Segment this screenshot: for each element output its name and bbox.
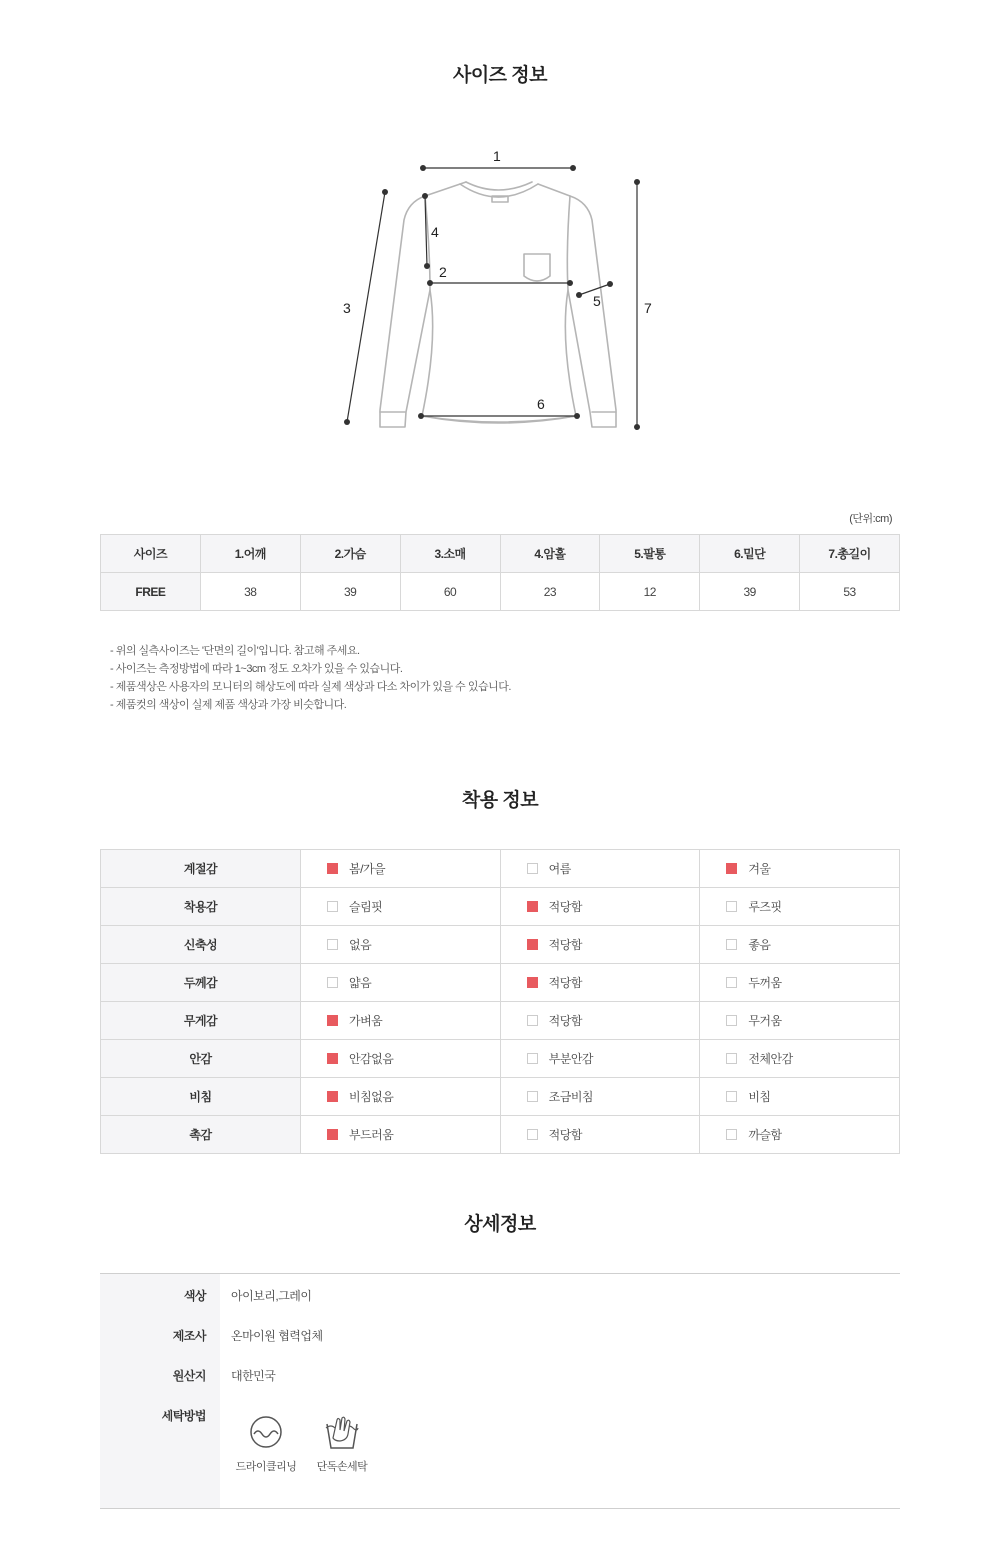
measure-number-1: 1: [493, 148, 501, 164]
size-header-cell: 5.팔통: [600, 535, 700, 573]
wear-info-option: [500, 926, 700, 964]
wear-info-label: 두께감: [101, 964, 301, 1002]
unchecked-box-icon: [726, 1129, 737, 1140]
wear-info-option: [500, 850, 700, 888]
wear-info-label: 계절감: [101, 850, 301, 888]
wear-option-label: 없음: [349, 938, 372, 952]
detail-value: 온마이원 협력업체: [231, 1329, 323, 1343]
wear-option-label: 적당함: [548, 1014, 582, 1028]
wear-info-option: [700, 926, 900, 964]
wear-info-option: [301, 964, 501, 1002]
detail-value: 아이보리,그레이: [231, 1289, 312, 1303]
wear-info-row: [101, 926, 900, 964]
checked-box-icon: [327, 1053, 338, 1064]
wear-option-label: 까슬함: [748, 1128, 782, 1142]
unchecked-box-icon: [527, 1129, 538, 1140]
wear-info-option: [301, 926, 501, 964]
wear-info-option: [700, 1078, 900, 1116]
wear-info-option: [301, 850, 501, 888]
checked-box-icon: [327, 863, 338, 874]
size-note: - 제품색상은 사용자의 모니터의 해상도에 따라 실제 색상과 다소 차이가 있을 수 있습니다.: [110, 681, 511, 693]
size-header-cell: 6.밑단: [700, 535, 800, 573]
measure-number-5: 5: [593, 293, 601, 309]
size-note: - 위의 실측사이즈는 '단면의 길이'입니다. 참고해 주세요.: [110, 645, 360, 657]
wear-info-label: 착용감: [101, 888, 301, 926]
measure-number-7: 7: [644, 300, 652, 316]
detail-info-title: 상세정보: [464, 1214, 536, 1235]
wear-option-label: 안감없음: [349, 1052, 394, 1066]
wear-option-label: 루즈핏: [748, 900, 782, 914]
wear-option-label: 적당함: [548, 938, 582, 952]
measure-number-4: 4: [431, 224, 439, 240]
wear-info-title: 착용 정보: [461, 790, 539, 811]
unchecked-box-icon: [726, 1091, 737, 1102]
wear-info-option: [700, 888, 900, 926]
wear-info-row: [101, 888, 900, 926]
size-cell: FREE: [101, 573, 201, 611]
wear-info-option: [301, 1040, 501, 1078]
wear-option-label: 비침없음: [349, 1090, 394, 1104]
size-cell: 23: [500, 573, 600, 611]
wear-info-label: 안감: [101, 1040, 301, 1078]
wear-info-table: [100, 849, 900, 1154]
wear-info-option: [301, 888, 501, 926]
wear-info-label: 무게감: [101, 1002, 301, 1040]
wear-option-label: 무거움: [748, 1014, 782, 1028]
detail-label-column: [100, 1274, 220, 1508]
unchecked-box-icon: [327, 977, 338, 988]
wear-info-row: [101, 1040, 900, 1078]
wear-option-label: 두꺼움: [748, 976, 782, 990]
garment-size-diagram: [330, 140, 670, 440]
wear-option-label: 여름: [548, 862, 571, 876]
detail-label: 색상: [183, 1289, 206, 1303]
wear-option-label: 가벼움: [349, 1014, 383, 1028]
unchecked-box-icon: [527, 1053, 538, 1064]
wear-info-option: [700, 1040, 900, 1078]
unchecked-box-icon: [726, 1053, 737, 1064]
unchecked-box-icon: [527, 1091, 538, 1102]
checked-box-icon: [327, 1091, 338, 1102]
wear-info-option: [700, 1002, 900, 1040]
checked-box-icon: [527, 939, 538, 950]
size-header-cell: 사이즈: [101, 535, 201, 573]
washing-label: 단독손세탁: [316, 1461, 368, 1473]
wear-info-label: 촉감: [101, 1116, 301, 1154]
wear-info-option: [301, 1078, 501, 1116]
wear-info-row: [101, 850, 900, 888]
unchecked-box-icon: [527, 1015, 538, 1026]
wear-info-option: [700, 850, 900, 888]
dry-clean-icon: [248, 1414, 284, 1450]
size-unit-label: (단위:cm): [849, 513, 892, 525]
wear-option-label: 좋음: [748, 938, 771, 952]
wear-info-option: [500, 888, 700, 926]
measure-number-2: 2: [439, 264, 447, 280]
unchecked-box-icon: [726, 977, 737, 988]
wear-info-option: [301, 1002, 501, 1040]
unchecked-box-icon: [527, 863, 538, 874]
wear-option-label: 적당함: [548, 900, 582, 914]
wear-info-row: [101, 1116, 900, 1154]
wear-info-option: [500, 964, 700, 1002]
wear-info-row: [101, 1078, 900, 1116]
wear-option-label: 적당함: [548, 976, 582, 990]
size-info-title: 사이즈 정보: [452, 65, 548, 86]
size-cell: 12: [600, 573, 700, 611]
size-cell: 53: [800, 573, 900, 611]
wear-option-label: 조금비침: [548, 1090, 594, 1104]
size-header-cell: 3.소매: [400, 535, 500, 573]
unchecked-box-icon: [726, 1015, 737, 1026]
detail-label: 원산지: [172, 1369, 206, 1383]
wear-option-label: 봄/가을: [349, 862, 386, 876]
size-table-row: [101, 573, 900, 611]
unchecked-box-icon: [327, 901, 338, 912]
wear-option-label: 슬림핏: [349, 900, 383, 914]
checked-box-icon: [327, 1129, 338, 1140]
size-header-cell: 1.어깨: [200, 535, 300, 573]
size-note: - 사이즈는 측정방법에 따라 1~3cm 정도 오차가 있을 수 있습니다.: [110, 663, 403, 675]
size-table-header-row: [101, 535, 900, 573]
size-cell: 60: [400, 573, 500, 611]
checked-box-icon: [527, 901, 538, 912]
wear-info-option: [500, 1002, 700, 1040]
size-cell: 39: [700, 573, 800, 611]
size-note: - 제품컷의 색상이 실제 제품 색상과 가장 비슷합니다.: [110, 699, 347, 711]
wear-option-label: 비침: [748, 1090, 771, 1104]
size-header-cell: 7.총길이: [800, 535, 900, 573]
wear-option-label: 적당함: [548, 1128, 582, 1142]
detail-value: 대한민국: [231, 1369, 276, 1383]
wear-info-option: [700, 964, 900, 1002]
size-header-cell: 4.암홀: [500, 535, 600, 573]
detail-label: 제조사: [172, 1329, 206, 1343]
size-table: [100, 534, 900, 611]
wear-option-label: 전체안감: [748, 1052, 793, 1066]
wear-info-label: 신축성: [101, 926, 301, 964]
hand-wash-icon: [323, 1414, 361, 1450]
unchecked-box-icon: [726, 901, 737, 912]
checked-box-icon: [726, 863, 737, 874]
detail-label: 세탁방법: [161, 1409, 206, 1423]
unchecked-box-icon: [327, 939, 338, 950]
checked-box-icon: [327, 1015, 338, 1026]
size-header-cell: 2.가슴: [300, 535, 400, 573]
wear-option-label: 겨울: [748, 862, 771, 876]
washing-item-dry-clean: [231, 1414, 301, 1474]
unchecked-box-icon: [726, 939, 737, 950]
size-notes: [110, 642, 511, 714]
wear-option-label: 부드러움: [349, 1128, 394, 1142]
wear-info-row: [101, 1002, 900, 1040]
wear-info-option: [500, 1116, 700, 1154]
size-cell: 38: [200, 573, 300, 611]
measure-number-3: 3: [343, 300, 351, 316]
size-cell: 39: [300, 573, 400, 611]
wear-info-label: 비침: [101, 1078, 301, 1116]
checked-box-icon: [527, 977, 538, 988]
washing-label: 드라이클리닝: [235, 1461, 297, 1473]
washing-item-hand-wash: [307, 1414, 377, 1474]
wear-info-option: [700, 1116, 900, 1154]
wear-option-label: 부분안감: [548, 1052, 594, 1066]
measure-number-6: 6: [537, 396, 545, 412]
wear-info-row: [101, 964, 900, 1002]
wear-info-option: [500, 1040, 700, 1078]
wear-info-option: [500, 1078, 700, 1116]
detail-info-table: [100, 1273, 900, 1509]
wear-option-label: 얇음: [349, 976, 372, 990]
wear-info-option: [301, 1116, 501, 1154]
